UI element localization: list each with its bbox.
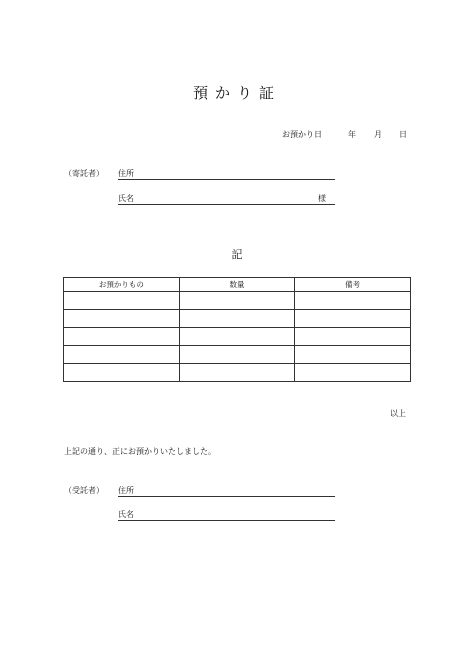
trustee-address-line[interactable] bbox=[118, 496, 335, 497]
ijo-closing: 以上 bbox=[390, 409, 406, 418]
consignor-name-label: 氏名 bbox=[118, 194, 134, 203]
table-row bbox=[64, 292, 411, 310]
quantity-cell[interactable] bbox=[179, 346, 295, 364]
deposit-date-label: お預かり日 bbox=[282, 130, 322, 139]
remarks-cell[interactable] bbox=[295, 346, 411, 364]
day-unit: 日 bbox=[399, 130, 407, 139]
honorific-sama: 様 bbox=[318, 194, 326, 203]
trustee-address-label: 住所 bbox=[118, 486, 134, 495]
receipt-statement: 上記の通り、正にお預かりいたしました。 bbox=[64, 447, 216, 456]
header-item: お預かりもの bbox=[64, 278, 180, 292]
quantity-cell[interactable] bbox=[179, 328, 295, 346]
year-unit: 年 bbox=[348, 130, 356, 139]
table-row bbox=[64, 364, 411, 382]
consignor-label: （寄託者） bbox=[64, 169, 104, 178]
item-cell[interactable] bbox=[64, 346, 180, 364]
items-table bbox=[63, 277, 411, 382]
item-cell[interactable] bbox=[64, 328, 180, 346]
table-row bbox=[64, 346, 411, 364]
quantity-cell[interactable] bbox=[179, 364, 295, 382]
table-row bbox=[64, 328, 411, 346]
consignor-name-line[interactable] bbox=[118, 204, 335, 205]
header-remarks: 備考 bbox=[295, 278, 411, 292]
document-title: 預かり証 bbox=[192, 84, 281, 102]
quantity-cell[interactable] bbox=[179, 292, 295, 310]
remarks-cell[interactable] bbox=[295, 328, 411, 346]
remarks-cell[interactable] bbox=[295, 364, 411, 382]
consignor-address-label: 住所 bbox=[118, 169, 134, 178]
trustee-label: （受託者） bbox=[64, 486, 104, 495]
remarks-cell[interactable] bbox=[295, 292, 411, 310]
header-quantity: 数量 bbox=[179, 278, 295, 292]
item-cell[interactable] bbox=[64, 292, 180, 310]
quantity-cell[interactable] bbox=[179, 310, 295, 328]
month-unit: 月 bbox=[374, 130, 382, 139]
trustee-name-label: 氏名 bbox=[118, 510, 134, 519]
table-header-row bbox=[64, 278, 411, 292]
consignor-address-line[interactable] bbox=[118, 179, 335, 180]
ki-heading: 記 bbox=[231, 248, 243, 261]
table-row bbox=[64, 310, 411, 328]
item-cell[interactable] bbox=[64, 310, 180, 328]
item-cell[interactable] bbox=[64, 364, 180, 382]
remarks-cell[interactable] bbox=[295, 310, 411, 328]
trustee-name-line[interactable] bbox=[118, 520, 335, 521]
